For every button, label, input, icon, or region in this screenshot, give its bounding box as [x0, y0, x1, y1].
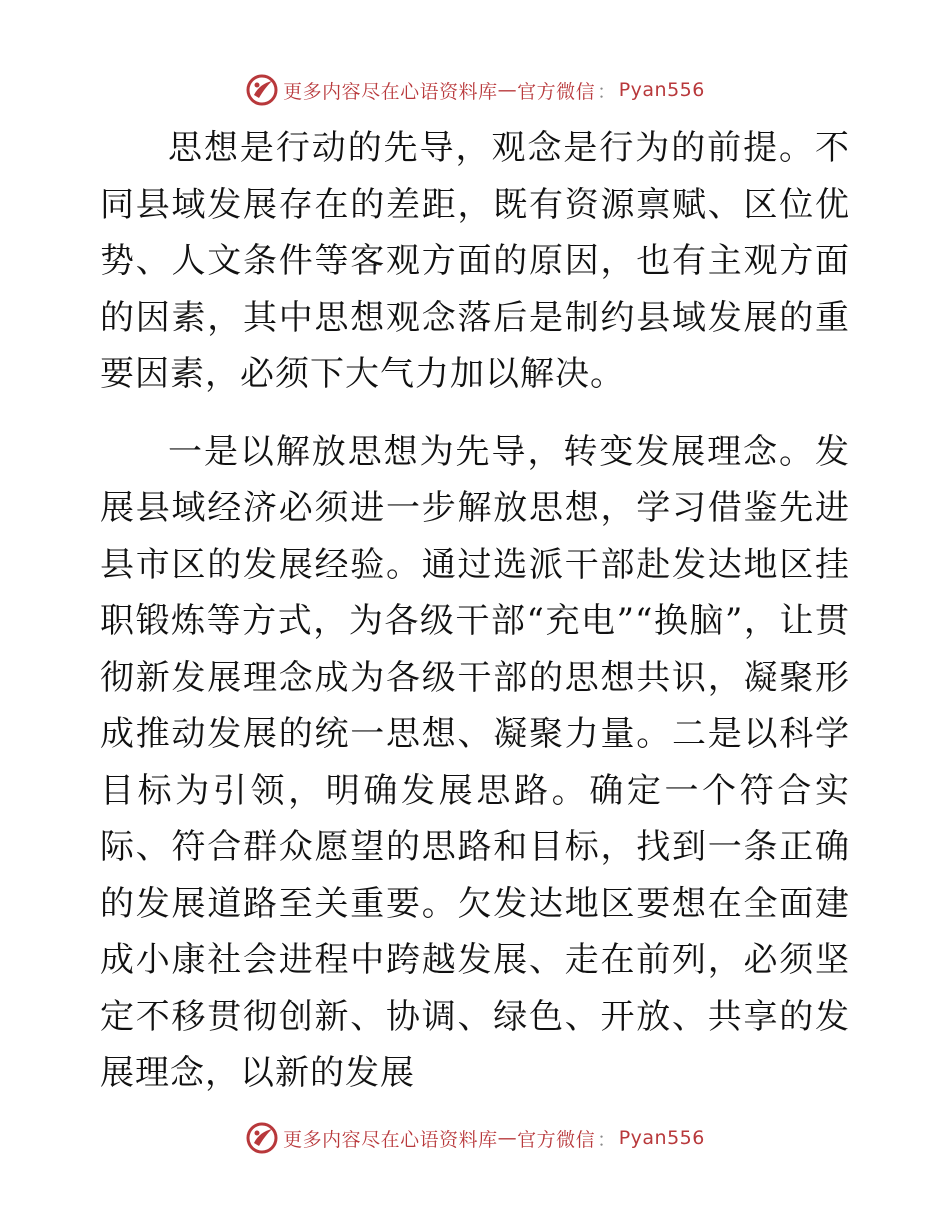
footer-banner: [0, 1118, 950, 1158]
brand-logo-icon: [245, 73, 279, 107]
brand-logo-icon: [245, 1121, 279, 1155]
banner-colon: ：: [597, 80, 617, 103]
paragraph-2: 一是以解放思想为先导，转变发展理念。发展县域经济必须进一步解放思想，学习借鉴先进县市区的发展经验。通过选派干部赴发达地区挂职锻炼等方式，为各级干部“充电”“换脑”，让贯彻新发展理念成为各级干部的思想共识，凝聚形成推动发展的统一思想、凝聚力量。二是以科学目标为引领，明确发展思路。确定一个符合实际、符合群众愿望的思路和目标，找到一条正确的发展道路至关重要。欠发达地区要想在全面建成小康社会进程中跨越发展、走在前列，必须坚定不移贯彻创新、协调、绿色、开放、共享的发展理念，以新的发展: [100, 431, 850, 1093]
banner-wechat-id: Pyan556: [618, 1127, 705, 1149]
banner-brand-text: 更多内容尽在心语资料库: [283, 80, 498, 103]
paragraph-1: 思想是行动的先导，观念是行为的前提。不同县域发展存在的差距，既有资源禀赋、区位优势、人文条件等客观方面的原因，也有主观方面的因素，其中思想观念落后是制约县域发展的重要因素，必须下大气力加以解决。: [100, 128, 850, 394]
banner-colon: ：: [597, 1128, 617, 1151]
banner-brand-text: 更多内容尽在心语资料库: [283, 1128, 498, 1151]
banner-wechat-label: 官方微信: [517, 1128, 596, 1151]
banner-dash: —: [497, 1127, 518, 1149]
header-banner: [0, 70, 950, 110]
banner-dash: —: [497, 79, 518, 101]
document-body: [100, 120, 850, 1102]
banner-wechat-label: 官方微信: [517, 80, 596, 103]
banner-wechat-id: Pyan556: [618, 79, 705, 101]
